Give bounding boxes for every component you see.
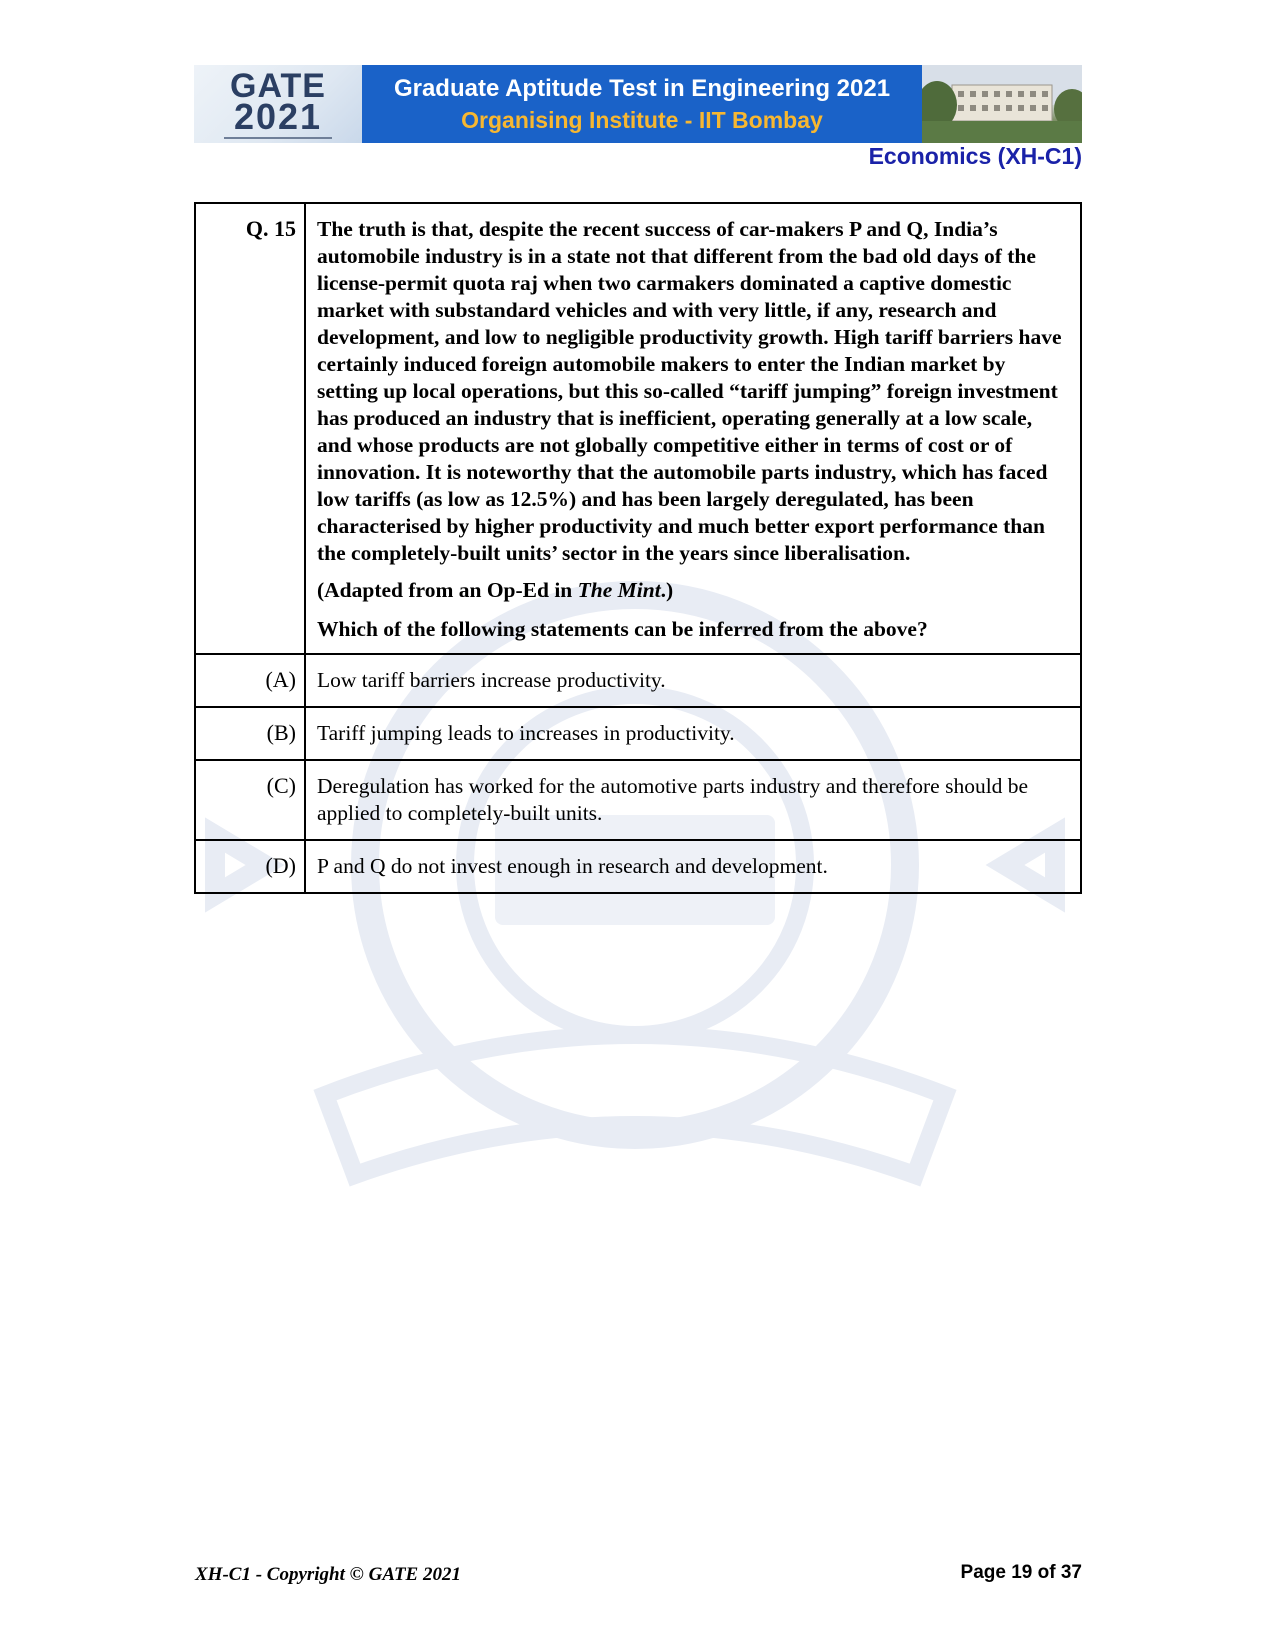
page-prefix: Page [960,1562,1012,1583]
question-body [305,203,1081,654]
campus-photo [922,65,1082,143]
logo-year: 2021 [233,96,323,137]
question-row [195,203,1081,654]
option-row-b[interactable] [195,707,1081,760]
option-text: P and Q do not invest enough in research and development. [305,840,1081,893]
question-passage: The truth is that, despite the recent success of car-makers P and Q, India’s automobile industry is in a state not that different from the bad old days of the license-permit quota raj when two carmakers dominated a captive domestic market with substandard vehicles and with very little, if any, research and development, and low to negligible productivity growth. High tariff barriers have certainly induced foreign automobile makers to enter the Indian market by setting up local operations, but this so-called “tariff jumping” foreign investment has produced an industry that is inefficient, operating generally at a low scale, and whose products are not globally competitive either in terms of cost or of innovation. It is noteworthy that the automobile parts industry, which has faced low tariffs (as low as 12.5%) and has been largely deregulated, has been characterised by higher productivity and much better export performance than the completely-built units’ sector in the years since liberalisation. [317,217,1062,565]
organising-institute: Organising Institute - IIT Bombay [461,107,823,133]
page-total: 37 [1060,1562,1082,1583]
question-number: Q. 15 [195,203,305,654]
building-image [922,65,1082,143]
option-text: Deregulation has worked for the automotive parts industry and therefore should be applied to completely-built units. [305,760,1081,840]
page-number [961,1562,1082,1584]
option-row-c[interactable] [195,760,1081,840]
option-label: (A) [195,654,305,707]
subject-code: Economics (XH-C1) [868,143,1082,169]
logo-underline [224,137,332,139]
question-table [194,202,1082,894]
exam-title: Graduate Aptitude Test in Engineering 2021 [393,75,891,102]
page-current: 19 [1011,1562,1033,1583]
option-text: Tariff jumping leads to increases in productivity. [305,707,1081,760]
copyright-footer: XH-C1 - Copyright © GATE 2021 [195,1564,461,1585]
option-label: (D) [195,840,305,893]
page-of: of [1032,1562,1061,1583]
option-text: Low tariff barriers increase productivity. [305,654,1081,707]
passage-source [317,577,1070,604]
option-row-d[interactable] [195,840,1081,893]
banner-title [362,65,922,143]
option-row-a[interactable] [195,654,1081,707]
logo-word: GATE [230,67,326,105]
gate-logo [194,65,362,143]
header-banner [194,65,1082,143]
source-suffix: .) [660,578,674,602]
option-label: (C) [195,760,305,840]
source-prefix: (Adapted from an Op-Ed in [317,578,578,602]
option-label: (B) [195,707,305,760]
source-title: The Mint [577,578,661,602]
question-prompt: Which of the following statements can be inferred from the above? [317,617,928,641]
